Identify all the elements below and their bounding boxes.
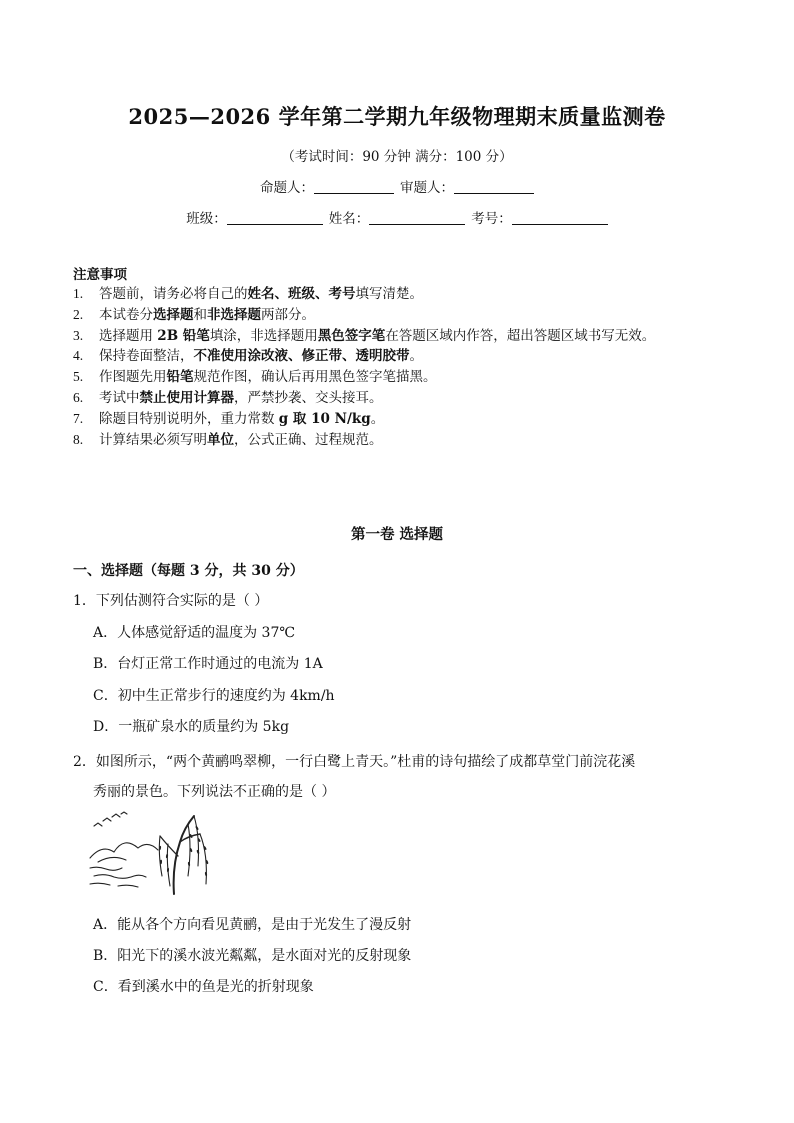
question-1-option-d[interactable]: D．一瓶矿泉水的质量约为 5kg — [93, 719, 290, 735]
note-item: 5. 作图题先用铅笔规范作图，确认后再用黑色签字笔描黑。 — [73, 369, 437, 386]
name-label: 姓名： — [328, 211, 370, 227]
note-item: 2. 本试卷分选择题和非选择题两部分。 — [73, 306, 315, 323]
notes-title: 注意事项 — [73, 267, 127, 283]
note-item: 1. 答题前，请务必将自己的姓名、班级、考号填写清楚。 — [73, 286, 423, 302]
question-2-stem: 2．如图所示，“两个黄鹂鸣翠柳，一行白鹭上青天。”杜甫的诗句描绘了成都草堂门前浣花溪 秀丽的景色。下列说法不正确的是（ ） — [73, 754, 636, 800]
exam-no-blank[interactable] — [512, 211, 608, 225]
exam-title: 2025—2026 学年第二学期九年级物理期末质量监测卷 — [128, 104, 666, 129]
name-blank[interactable] — [369, 211, 465, 225]
question-1-option-b[interactable]: B．台灯正常工作时通过的电流为 1A — [93, 656, 323, 672]
question-2-option-b[interactable]: B．阳光下的溪水波光粼粼，是水面对光的反射现象 — [93, 948, 412, 964]
reviewer-label: 审题人： — [400, 180, 454, 196]
note-item: 3. 选择题用 2B 铅笔填涂，非选择题用黑色签字笔在答题区域内作答，超出答题区域书写无效。 — [73, 327, 656, 344]
setter-label: 命题人： — [260, 180, 314, 196]
note-item: 6. 考试中禁止使用计算器，严禁抄袭、交头接耳。 — [73, 389, 383, 406]
notes-list — [73, 284, 723, 450]
question-1-stem: 1．下列估测符合实际的是（ ） — [73, 593, 269, 609]
question-2-option-c[interactable]: C．看到溪水中的鱼是光的折射现象 — [93, 979, 314, 995]
question-2-option-a[interactable]: A．能从各个方向看见黄鹂，是由于光发生了漫反射 — [93, 917, 412, 933]
question-1-option-a[interactable]: A．人体感觉舒适的温度为 37℃ — [93, 625, 296, 641]
note-item: 4. 保持卷面整洁，不准使用涂改液、修正带、透明胶带。 — [73, 348, 423, 365]
setter-blank[interactable] — [314, 180, 394, 194]
question-1-option-c[interactable]: C．初中生正常步行的速度约为 4km/h — [93, 688, 335, 704]
student-info-line — [0, 207, 794, 227]
willow-river-illustration — [88, 806, 216, 898]
reviewer-blank[interactable] — [454, 180, 534, 194]
note-item: 8. 计算结果必须写明单位，公式正确、过程规范。 — [73, 431, 383, 448]
section-title: 一、选择题（每题 3 分，共 30 分） — [73, 563, 304, 579]
note-item: 7. 除题目特别说明外，重力常数 g 取 10 N/kg。 — [73, 410, 385, 427]
part-title: 第一卷 选择题 — [350, 526, 444, 543]
exam-no-label: 考号： — [471, 211, 512, 227]
class-blank[interactable] — [227, 211, 323, 225]
class-label: 班级： — [186, 211, 227, 227]
setter-line — [0, 176, 794, 196]
exam-subtitle: （考试时间：90 分钟 满分：100 分） — [281, 149, 513, 165]
